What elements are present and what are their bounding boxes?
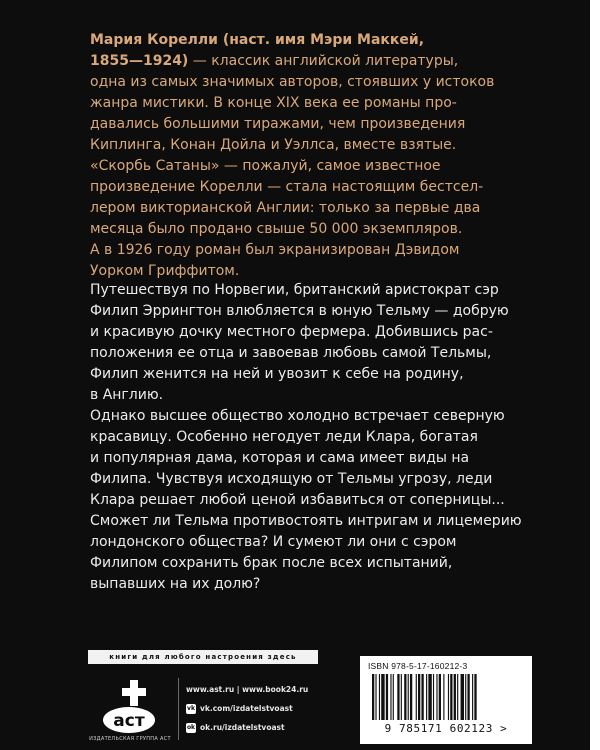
barcode-bar — [390, 674, 391, 720]
bio-line: жанра мистики. В конце XIX века ее романы про- — [90, 95, 457, 111]
barcode-bar — [443, 674, 444, 720]
page-edge — [590, 0, 600, 750]
barcode-bar — [418, 674, 420, 720]
barcode-bar — [428, 674, 431, 720]
logo-caption: ИЗДАТЕЛЬСКАЯ ГРУППА АСТ — [89, 736, 171, 742]
synopsis-line: Клара решает любой ценой избавиться от соперницы... — [90, 492, 505, 508]
logo-wordmark: аст — [113, 711, 145, 731]
barcode-bar — [436, 674, 437, 720]
website-link[interactable]: www.ast.ru | www.book24.ru — [186, 685, 309, 694]
synopsis-line: и красивую дочку местного фермера. Добившись рас- — [90, 324, 493, 340]
bio-lead-tail: — классик английской литературы, — [188, 53, 459, 69]
footer-divider — [178, 678, 179, 740]
barcode-bar — [410, 674, 412, 720]
synopsis-line: положения ее отца и завоевав любовь самой Тельмы, — [90, 345, 492, 361]
barcode-bar — [421, 674, 423, 720]
barcode-bar — [457, 674, 458, 720]
bio-line: А в 1926 году роман был экранизирован Дэвидом — [90, 242, 460, 258]
ast-logo — [94, 676, 164, 736]
synopsis-line: выпавших на их долю? — [90, 576, 261, 592]
synopsis-line: Филипом сохранить брак после всех испытаний, — [90, 555, 453, 571]
synopsis-line: и популярная дама, которая и сама имеет виды на — [90, 450, 470, 466]
tagline-banner: книги для любого настроения здесь — [88, 650, 318, 664]
bio-line: лером викторианской Англии: только за первые два — [90, 200, 481, 216]
ok-link[interactable]: ok.ru/izdatelstvoast — [200, 723, 285, 732]
bio-lead-line-2: 1855—1924) — [90, 53, 189, 69]
bio-line: одна из самых значимых авторов, стоявших у истоков — [90, 74, 495, 90]
publisher-links — [186, 680, 326, 737]
author-bio — [90, 30, 530, 282]
ok-row[interactable] — [186, 718, 326, 737]
barcode-bar — [375, 674, 376, 720]
barcode-bar — [393, 674, 394, 720]
barcode-bar — [467, 674, 469, 720]
barcode-bar — [426, 674, 427, 720]
synopsis-line: Путешествуя по Норвегии, британский аристократ сэр — [90, 282, 499, 298]
ok-icon: ok — [186, 723, 196, 731]
synopsis-line: в Англию. — [90, 387, 164, 403]
isbn-label: ISBN 978-5-17-160212-3 — [368, 661, 468, 671]
book-synopsis — [90, 280, 530, 595]
barcode-bar — [450, 674, 452, 720]
bio-line: месяца было продано свыше 50 000 экземпляров. — [90, 221, 463, 237]
barcode-bar — [472, 674, 473, 720]
barcode-bar — [381, 674, 384, 720]
website-row[interactable] — [186, 680, 326, 699]
synopsis-line: красавицу. Особенно негодует леди Клара, богатая — [90, 429, 478, 445]
bio-line: Уорком Гриффитом. — [90, 263, 240, 279]
publisher-footer — [0, 650, 590, 750]
barcode-bar — [397, 674, 399, 720]
bio-line: «Скорбь Сатаны» — пожалуй, самое известное — [90, 158, 441, 174]
barcode-bar — [465, 674, 466, 720]
barcode-bar — [386, 674, 388, 720]
barcode-bar — [404, 674, 406, 720]
vk-link[interactable]: vk.com/izdatelstvoast — [200, 704, 293, 713]
vk-row[interactable] — [186, 699, 326, 718]
barcode-bar — [401, 674, 402, 720]
barcode-digits: 9 785171 602123 > — [384, 722, 508, 735]
barcode-bars — [372, 674, 522, 720]
synopsis-line: Филипа. Чувствуя исходящую от Тельмы угрозу, леди — [90, 471, 493, 487]
bio-line: давались большими тиражами, чем произведения — [90, 116, 466, 132]
bio-line: произведение Корелли — стала настоящим бестсел- — [90, 179, 484, 195]
synopsis-line: лондонского общества? И сумеют ли они с сэром — [90, 534, 457, 550]
barcode-bar — [416, 674, 417, 720]
barcode-panel — [360, 656, 532, 744]
barcode-bar — [474, 674, 476, 720]
barcode-bar — [408, 674, 409, 720]
vk-icon: vk — [187, 704, 195, 712]
bio-line: Киплинга, Конан Дойла и Уэллса, вместе взятые. — [90, 137, 457, 153]
synopsis-line: Сможет ли Тельма противостоять интригам и лицемерию — [90, 513, 522, 529]
barcode-bar — [372, 674, 374, 720]
barcode-bar — [448, 674, 449, 720]
bio-lead-line-1: Мария Корелли (наст. имя Мэри Маккей, — [90, 32, 425, 48]
logo-figure — [122, 680, 146, 706]
barcode-bar — [379, 674, 380, 720]
synopsis-line: Однако высшее общество холодно встречает северную — [90, 408, 505, 424]
synopsis-line: Филип Эррингтон влюбляется в юную Тельму — добрую — [90, 303, 509, 319]
barcode-bar — [439, 674, 441, 720]
barcode-bar — [454, 674, 456, 720]
barcode-bar — [433, 674, 434, 720]
barcode-bar — [461, 674, 464, 720]
synopsis-line: Филип женится на ней и увозит к себе на родину, — [90, 366, 464, 382]
